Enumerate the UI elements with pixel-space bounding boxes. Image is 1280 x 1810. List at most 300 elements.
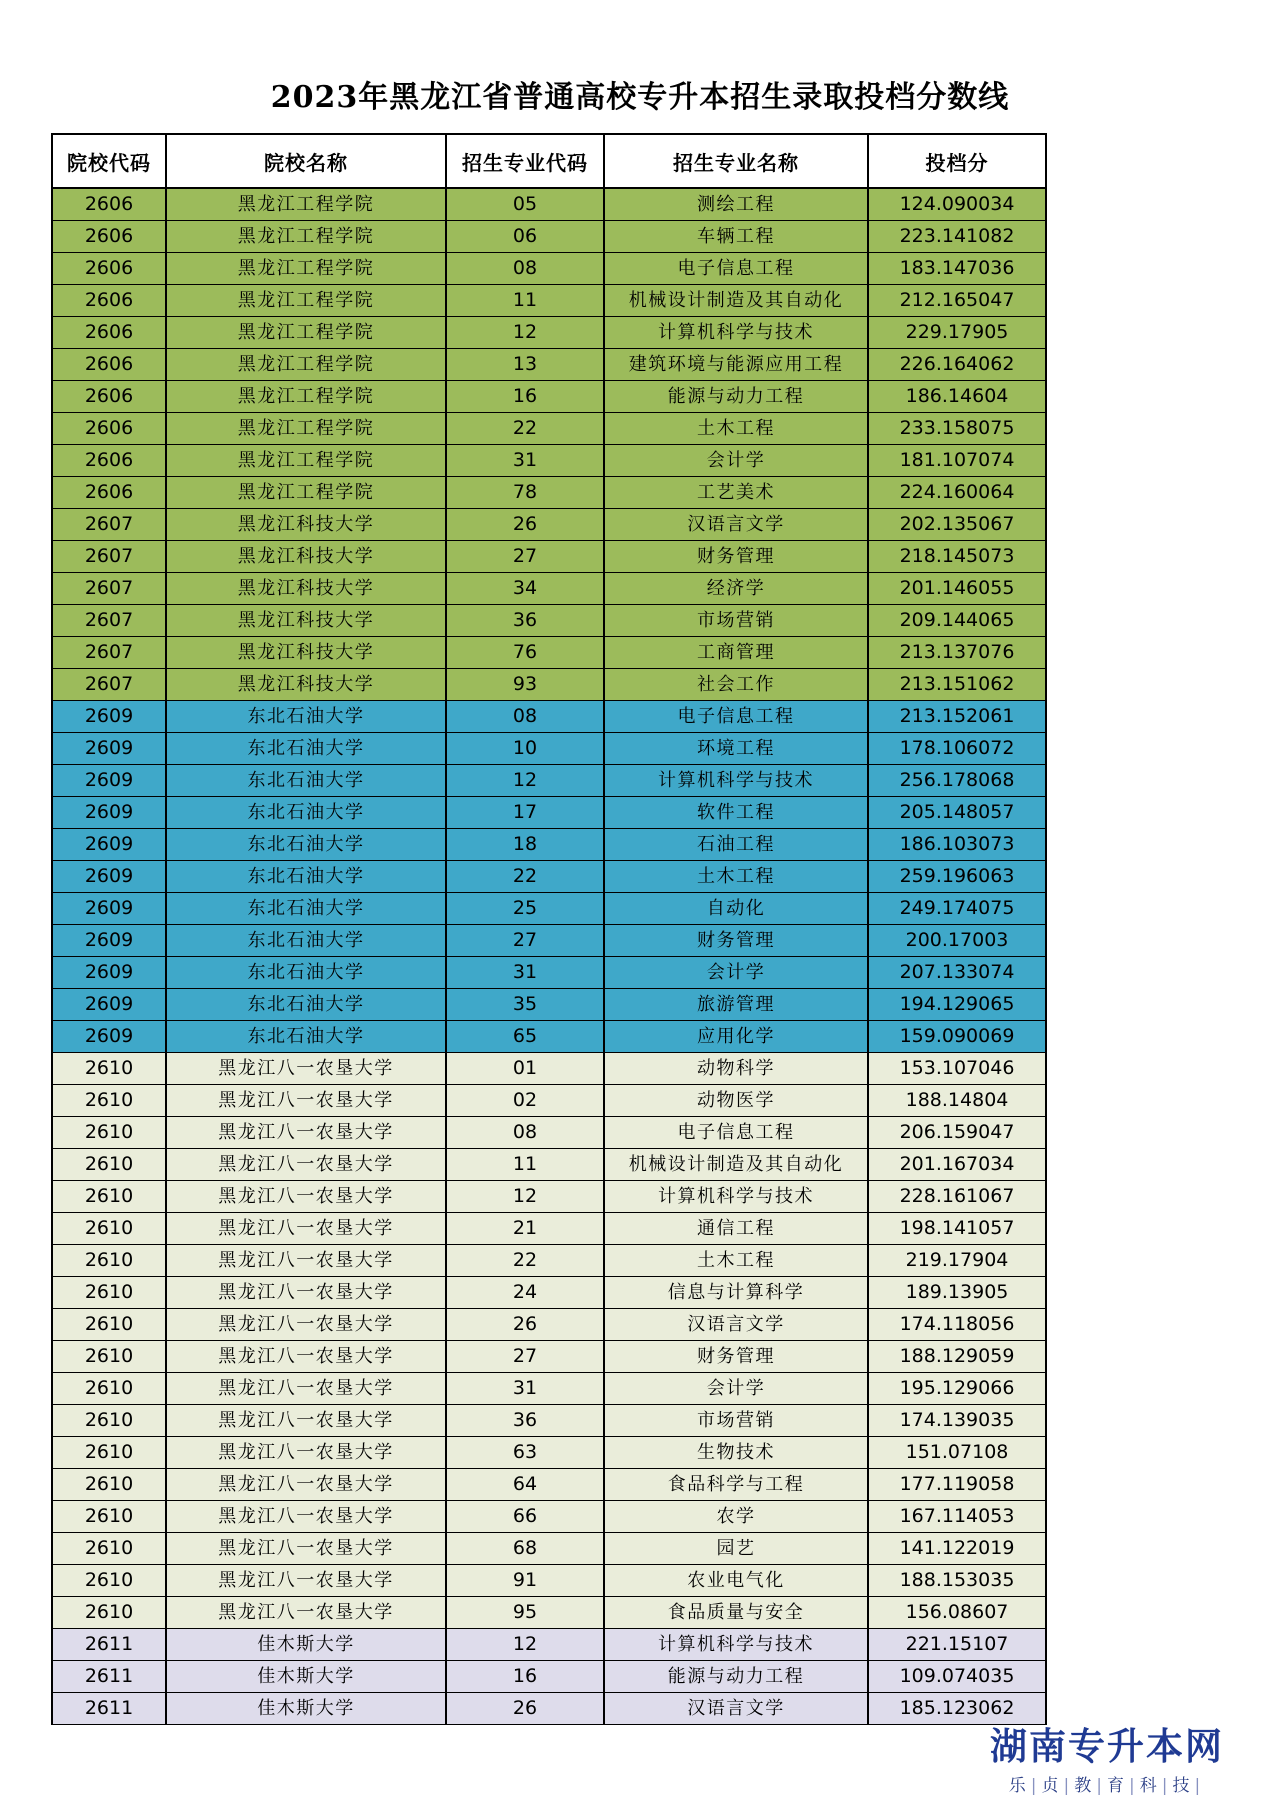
cell-code: 2606 bbox=[52, 445, 166, 477]
cell-name: 黑龙江工程学院 bbox=[166, 253, 446, 285]
cell-name: 黑龙江八一农垦大学 bbox=[166, 1597, 446, 1629]
cell-mcode: 12 bbox=[446, 765, 604, 797]
cell-mcode: 26 bbox=[446, 1309, 604, 1341]
cell-score: 181.107074 bbox=[868, 445, 1046, 477]
cell-mname: 汉语言文学 bbox=[604, 1693, 868, 1725]
cell-mcode: 05 bbox=[446, 188, 604, 221]
cell-mname: 财务管理 bbox=[604, 925, 868, 957]
cell-code: 2609 bbox=[52, 925, 166, 957]
cell-name: 黑龙江八一农垦大学 bbox=[166, 1181, 446, 1213]
cell-score: 233.158075 bbox=[868, 413, 1046, 445]
table-row bbox=[52, 381, 1046, 413]
cell-mcode: 78 bbox=[446, 477, 604, 509]
cell-code: 2611 bbox=[52, 1693, 166, 1725]
cell-mcode: 36 bbox=[446, 605, 604, 637]
cell-name: 黑龙江八一农垦大学 bbox=[166, 1373, 446, 1405]
cell-name: 黑龙江工程学院 bbox=[166, 349, 446, 381]
cell-code: 2610 bbox=[52, 1437, 166, 1469]
cell-code: 2610 bbox=[52, 1565, 166, 1597]
cell-mname: 能源与动力工程 bbox=[604, 1661, 868, 1693]
cell-mname: 软件工程 bbox=[604, 797, 868, 829]
cell-mcode: 31 bbox=[446, 1373, 604, 1405]
cell-mcode: 01 bbox=[446, 1053, 604, 1085]
cell-mname: 土木工程 bbox=[604, 1245, 868, 1277]
column-header-major-name: 招生专业名称 bbox=[604, 134, 868, 188]
cell-code: 2610 bbox=[52, 1149, 166, 1181]
table-row bbox=[52, 1565, 1046, 1597]
column-header-school-code: 院校代码 bbox=[52, 134, 166, 188]
cell-score: 229.17905 bbox=[868, 317, 1046, 349]
cell-code: 2610 bbox=[52, 1341, 166, 1373]
table-row bbox=[52, 541, 1046, 573]
cell-score: 186.14604 bbox=[868, 381, 1046, 413]
cell-code: 2606 bbox=[52, 188, 166, 221]
cell-name: 黑龙江工程学院 bbox=[166, 188, 446, 221]
cell-name: 黑龙江八一农垦大学 bbox=[166, 1245, 446, 1277]
cell-name: 黑龙江八一农垦大学 bbox=[166, 1405, 446, 1437]
column-header-school-name: 院校名称 bbox=[166, 134, 446, 188]
cell-score: 194.129065 bbox=[868, 989, 1046, 1021]
cell-mname: 车辆工程 bbox=[604, 221, 868, 253]
table-row bbox=[52, 445, 1046, 477]
table-row bbox=[52, 1085, 1046, 1117]
watermark-sub-char: 技 bbox=[1172, 1776, 1194, 1796]
cell-score: 206.159047 bbox=[868, 1117, 1046, 1149]
cell-score: 201.167034 bbox=[868, 1149, 1046, 1181]
cell-mname: 计算机科学与技术 bbox=[604, 1629, 868, 1661]
cell-score: 259.196063 bbox=[868, 861, 1046, 893]
watermark-sub-char: 育 bbox=[1107, 1776, 1128, 1796]
cell-mcode: 26 bbox=[446, 1693, 604, 1725]
cell-score: 109.074035 bbox=[868, 1661, 1046, 1693]
watermark-sub-separator: | bbox=[1194, 1776, 1205, 1796]
table-row bbox=[52, 1309, 1046, 1341]
table-row bbox=[52, 413, 1046, 445]
cell-name: 佳木斯大学 bbox=[166, 1629, 446, 1661]
cell-score: 188.153035 bbox=[868, 1565, 1046, 1597]
cell-score: 218.145073 bbox=[868, 541, 1046, 573]
table-row bbox=[52, 1181, 1046, 1213]
cell-code: 2606 bbox=[52, 317, 166, 349]
cell-score: 213.152061 bbox=[868, 701, 1046, 733]
cell-score: 213.151062 bbox=[868, 669, 1046, 701]
table-header-row bbox=[52, 134, 1046, 188]
cell-mcode: 25 bbox=[446, 893, 604, 925]
cell-mcode: 22 bbox=[446, 1245, 604, 1277]
cell-name: 东北石油大学 bbox=[166, 1021, 446, 1053]
cell-code: 2606 bbox=[52, 477, 166, 509]
cell-name: 东北石油大学 bbox=[166, 925, 446, 957]
watermark-sub-separator: | bbox=[1063, 1776, 1074, 1796]
cell-mname: 应用化学 bbox=[604, 1021, 868, 1053]
cell-code: 2609 bbox=[52, 893, 166, 925]
cell-score: 188.129059 bbox=[868, 1341, 1046, 1373]
cell-mcode: 08 bbox=[446, 701, 604, 733]
table-row bbox=[52, 765, 1046, 797]
cell-name: 黑龙江科技大学 bbox=[166, 573, 446, 605]
cell-mname: 信息与计算科学 bbox=[604, 1277, 868, 1309]
cell-mcode: 68 bbox=[446, 1533, 604, 1565]
cell-mname: 财务管理 bbox=[604, 541, 868, 573]
cell-code: 2607 bbox=[52, 637, 166, 669]
watermark-sub-separator: | bbox=[1129, 1776, 1139, 1796]
cell-code: 2610 bbox=[52, 1597, 166, 1629]
table-row bbox=[52, 1437, 1046, 1469]
cell-name: 黑龙江八一农垦大学 bbox=[166, 1565, 446, 1597]
table-row bbox=[52, 253, 1046, 285]
cell-name: 黑龙江工程学院 bbox=[166, 445, 446, 477]
cell-name: 东北石油大学 bbox=[166, 893, 446, 925]
watermark-sub-separator: | bbox=[1161, 1776, 1172, 1796]
table-row bbox=[52, 701, 1046, 733]
cell-name: 佳木斯大学 bbox=[166, 1661, 446, 1693]
cell-mname: 旅游管理 bbox=[604, 989, 868, 1021]
cell-name: 黑龙江科技大学 bbox=[166, 637, 446, 669]
cell-name: 黑龙江工程学院 bbox=[166, 221, 446, 253]
cell-mcode: 63 bbox=[446, 1437, 604, 1469]
cell-mname: 食品质量与安全 bbox=[604, 1597, 868, 1629]
cell-name: 黑龙江八一农垦大学 bbox=[166, 1437, 446, 1469]
cell-mname: 食品科学与工程 bbox=[604, 1469, 868, 1501]
cell-name: 东北石油大学 bbox=[166, 829, 446, 861]
cell-mcode: 08 bbox=[446, 1117, 604, 1149]
table-row bbox=[52, 861, 1046, 893]
cell-code: 2610 bbox=[52, 1309, 166, 1341]
cell-mname: 电子信息工程 bbox=[604, 253, 868, 285]
cell-code: 2609 bbox=[52, 765, 166, 797]
table-row bbox=[52, 1341, 1046, 1373]
cell-mname: 汉语言文学 bbox=[604, 509, 868, 541]
cell-mname: 自动化 bbox=[604, 893, 868, 925]
cell-code: 2606 bbox=[52, 349, 166, 381]
cell-mcode: 22 bbox=[446, 413, 604, 445]
table-row bbox=[52, 1501, 1046, 1533]
cell-code: 2610 bbox=[52, 1245, 166, 1277]
cell-mname: 能源与动力工程 bbox=[604, 381, 868, 413]
cell-mname: 会计学 bbox=[604, 957, 868, 989]
cell-mcode: 34 bbox=[446, 573, 604, 605]
cell-code: 2607 bbox=[52, 605, 166, 637]
cell-name: 黑龙江工程学院 bbox=[166, 317, 446, 349]
table-row bbox=[52, 1053, 1046, 1085]
cell-mcode: 65 bbox=[446, 1021, 604, 1053]
cell-mname: 工商管理 bbox=[604, 637, 868, 669]
cell-score: 205.148057 bbox=[868, 797, 1046, 829]
cell-score: 151.07108 bbox=[868, 1437, 1046, 1469]
cell-mname: 计算机科学与技术 bbox=[604, 317, 868, 349]
table-row bbox=[52, 1661, 1046, 1693]
cell-name: 东北石油大学 bbox=[166, 989, 446, 1021]
table-row bbox=[52, 1213, 1046, 1245]
cell-score: 213.137076 bbox=[868, 637, 1046, 669]
cell-mname: 通信工程 bbox=[604, 1213, 868, 1245]
cell-name: 黑龙江工程学院 bbox=[166, 413, 446, 445]
table-row bbox=[52, 285, 1046, 317]
cell-name: 黑龙江工程学院 bbox=[166, 285, 446, 317]
cell-code: 2609 bbox=[52, 829, 166, 861]
cell-name: 黑龙江八一农垦大学 bbox=[166, 1469, 446, 1501]
cell-name: 黑龙江科技大学 bbox=[166, 605, 446, 637]
cell-mname: 农学 bbox=[604, 1501, 868, 1533]
cell-mcode: 93 bbox=[446, 669, 604, 701]
cell-mcode: 66 bbox=[446, 1501, 604, 1533]
table-row bbox=[52, 477, 1046, 509]
cell-name: 黑龙江工程学院 bbox=[166, 381, 446, 413]
table-row bbox=[52, 1149, 1046, 1181]
cell-score: 226.164062 bbox=[868, 349, 1046, 381]
cell-mname: 机械设计制造及其自动化 bbox=[604, 285, 868, 317]
cell-mname: 电子信息工程 bbox=[604, 701, 868, 733]
cell-mcode: 11 bbox=[446, 1149, 604, 1181]
table-row bbox=[52, 349, 1046, 381]
table-row bbox=[52, 797, 1046, 829]
cell-score: 223.141082 bbox=[868, 221, 1046, 253]
cell-mcode: 18 bbox=[446, 829, 604, 861]
cell-score: 167.114053 bbox=[868, 1501, 1046, 1533]
cell-code: 2609 bbox=[52, 701, 166, 733]
cell-name: 佳木斯大学 bbox=[166, 1693, 446, 1725]
cell-mcode: 08 bbox=[446, 253, 604, 285]
cell-code: 2606 bbox=[52, 413, 166, 445]
cell-mname: 计算机科学与技术 bbox=[604, 1181, 868, 1213]
cell-name: 东北石油大学 bbox=[166, 765, 446, 797]
cell-name: 黑龙江科技大学 bbox=[166, 509, 446, 541]
cell-score: 228.161067 bbox=[868, 1181, 1046, 1213]
cell-name: 黑龙江八一农垦大学 bbox=[166, 1085, 446, 1117]
cell-code: 2610 bbox=[52, 1469, 166, 1501]
table-row bbox=[52, 1021, 1046, 1053]
cell-mcode: 22 bbox=[446, 861, 604, 893]
cell-code: 2606 bbox=[52, 221, 166, 253]
cell-mname: 社会工作 bbox=[604, 669, 868, 701]
cell-code: 2611 bbox=[52, 1661, 166, 1693]
table-row bbox=[52, 669, 1046, 701]
cell-mname: 市场营销 bbox=[604, 1405, 868, 1437]
cell-mcode: 26 bbox=[446, 509, 604, 541]
cell-score: 202.135067 bbox=[868, 509, 1046, 541]
cell-mname: 市场营销 bbox=[604, 605, 868, 637]
table-row bbox=[52, 1277, 1046, 1309]
table-row bbox=[52, 1117, 1046, 1149]
cell-mcode: 31 bbox=[446, 957, 604, 989]
cell-code: 2610 bbox=[52, 1373, 166, 1405]
table-body bbox=[52, 188, 1046, 1725]
cell-mname: 会计学 bbox=[604, 445, 868, 477]
cell-code: 2606 bbox=[52, 285, 166, 317]
cell-mcode: 17 bbox=[446, 797, 604, 829]
cell-mcode: 31 bbox=[446, 445, 604, 477]
cell-mcode: 06 bbox=[446, 221, 604, 253]
cell-mcode: 27 bbox=[446, 541, 604, 573]
cell-name: 黑龙江科技大学 bbox=[166, 541, 446, 573]
cell-score: 183.147036 bbox=[868, 253, 1046, 285]
cell-score: 249.174075 bbox=[868, 893, 1046, 925]
table-row bbox=[52, 637, 1046, 669]
watermark-sub-char: 科 bbox=[1139, 1776, 1161, 1796]
cell-score: 256.178068 bbox=[868, 765, 1046, 797]
cell-score: 200.17003 bbox=[868, 925, 1046, 957]
cell-code: 2606 bbox=[52, 253, 166, 285]
cell-mcode: 27 bbox=[446, 1341, 604, 1373]
cell-score: 156.08607 bbox=[868, 1597, 1046, 1629]
cell-score: 195.129066 bbox=[868, 1373, 1046, 1405]
table-row bbox=[52, 221, 1046, 253]
table-row bbox=[52, 509, 1046, 541]
cell-name: 黑龙江科技大学 bbox=[166, 669, 446, 701]
cell-score: 188.14804 bbox=[868, 1085, 1046, 1117]
cell-score: 207.133074 bbox=[868, 957, 1046, 989]
table-row bbox=[52, 573, 1046, 605]
cell-mcode: 24 bbox=[446, 1277, 604, 1309]
cell-mname: 工艺美术 bbox=[604, 477, 868, 509]
cell-mname: 会计学 bbox=[604, 1373, 868, 1405]
cell-code: 2609 bbox=[52, 733, 166, 765]
cell-mcode: 76 bbox=[446, 637, 604, 669]
cell-name: 黑龙江八一农垦大学 bbox=[166, 1213, 446, 1245]
watermark-subtitle bbox=[952, 1771, 1262, 1796]
cell-score: 174.139035 bbox=[868, 1405, 1046, 1437]
cell-code: 2611 bbox=[52, 1629, 166, 1661]
cell-code: 2606 bbox=[52, 381, 166, 413]
watermark-sub-separator: | bbox=[1030, 1776, 1041, 1796]
watermark-sub-char: 贞 bbox=[1041, 1776, 1063, 1796]
table-row bbox=[52, 1693, 1046, 1725]
watermark-sub-char: 乐 bbox=[1008, 1776, 1030, 1796]
cell-mname: 动物科学 bbox=[604, 1053, 868, 1085]
cell-mname: 计算机科学与技术 bbox=[604, 765, 868, 797]
cell-mname: 生物技术 bbox=[604, 1437, 868, 1469]
cell-name: 东北石油大学 bbox=[166, 701, 446, 733]
cell-mname: 汉语言文学 bbox=[604, 1309, 868, 1341]
cell-score: 159.090069 bbox=[868, 1021, 1046, 1053]
cell-mcode: 12 bbox=[446, 317, 604, 349]
table-row bbox=[52, 188, 1046, 221]
cell-code: 2610 bbox=[52, 1405, 166, 1437]
cell-mname: 测绘工程 bbox=[604, 188, 868, 221]
cell-name: 东北石油大学 bbox=[166, 797, 446, 829]
cell-name: 黑龙江八一农垦大学 bbox=[166, 1053, 446, 1085]
table-header bbox=[52, 134, 1046, 188]
table-row bbox=[52, 1405, 1046, 1437]
cell-score: 219.17904 bbox=[868, 1245, 1046, 1277]
cell-code: 2610 bbox=[52, 1085, 166, 1117]
cell-score: 124.090034 bbox=[868, 188, 1046, 221]
cell-mcode: 16 bbox=[446, 1661, 604, 1693]
cell-score: 185.123062 bbox=[868, 1693, 1046, 1725]
cell-mname: 财务管理 bbox=[604, 1341, 868, 1373]
table-row bbox=[52, 1533, 1046, 1565]
column-header-score: 投档分 bbox=[868, 134, 1046, 188]
cell-code: 2609 bbox=[52, 989, 166, 1021]
cell-mcode: 10 bbox=[446, 733, 604, 765]
table-row bbox=[52, 1597, 1046, 1629]
cell-code: 2609 bbox=[52, 1021, 166, 1053]
cell-name: 黑龙江工程学院 bbox=[166, 477, 446, 509]
table-row bbox=[52, 957, 1046, 989]
cell-score: 153.107046 bbox=[868, 1053, 1046, 1085]
cell-mname: 土木工程 bbox=[604, 861, 868, 893]
cell-name: 黑龙江八一农垦大学 bbox=[166, 1533, 446, 1565]
cell-score: 177.119058 bbox=[868, 1469, 1046, 1501]
cell-code: 2609 bbox=[52, 797, 166, 829]
cell-score: 212.165047 bbox=[868, 285, 1046, 317]
table-row bbox=[52, 893, 1046, 925]
cell-mname: 机械设计制造及其自动化 bbox=[604, 1149, 868, 1181]
cell-score: 221.15107 bbox=[868, 1629, 1046, 1661]
table-row bbox=[52, 605, 1046, 637]
cell-mcode: 12 bbox=[446, 1181, 604, 1213]
cell-score: 178.106072 bbox=[868, 733, 1046, 765]
cell-mcode: 36 bbox=[446, 1405, 604, 1437]
cell-mname: 经济学 bbox=[604, 573, 868, 605]
table-row bbox=[52, 1245, 1046, 1277]
cell-code: 2610 bbox=[52, 1213, 166, 1245]
cell-code: 2607 bbox=[52, 573, 166, 605]
table-row bbox=[52, 829, 1046, 861]
cell-code: 2610 bbox=[52, 1501, 166, 1533]
cell-mcode: 35 bbox=[446, 989, 604, 1021]
cell-score: 224.160064 bbox=[868, 477, 1046, 509]
cell-name: 黑龙江八一农垦大学 bbox=[166, 1117, 446, 1149]
cell-score: 174.118056 bbox=[868, 1309, 1046, 1341]
table-row bbox=[52, 1469, 1046, 1501]
cell-name: 东北石油大学 bbox=[166, 957, 446, 989]
cell-score: 186.103073 bbox=[868, 829, 1046, 861]
cell-name: 东北石油大学 bbox=[166, 861, 446, 893]
cell-name: 黑龙江八一农垦大学 bbox=[166, 1501, 446, 1533]
cell-mname: 建筑环境与能源应用工程 bbox=[604, 349, 868, 381]
cell-name: 东北石油大学 bbox=[166, 733, 446, 765]
table-row bbox=[52, 989, 1046, 1021]
cell-mname: 园艺 bbox=[604, 1533, 868, 1565]
cell-mcode: 27 bbox=[446, 925, 604, 957]
cell-mcode: 13 bbox=[446, 349, 604, 381]
cell-mname: 动物医学 bbox=[604, 1085, 868, 1117]
watermark-sub-separator: | bbox=[1096, 1776, 1106, 1796]
cell-score: 201.146055 bbox=[868, 573, 1046, 605]
cell-mname: 农业电气化 bbox=[604, 1565, 868, 1597]
cell-name: 黑龙江八一农垦大学 bbox=[166, 1277, 446, 1309]
cell-code: 2610 bbox=[52, 1053, 166, 1085]
cell-mname: 石油工程 bbox=[604, 829, 868, 861]
cell-score: 141.122019 bbox=[868, 1533, 1046, 1565]
cell-code: 2610 bbox=[52, 1117, 166, 1149]
page-title: 2023年黑龙江省普通高校专升本招生录取投档分数线 bbox=[270, 80, 1010, 115]
cell-name: 黑龙江八一农垦大学 bbox=[166, 1341, 446, 1373]
cell-mcode: 16 bbox=[446, 381, 604, 413]
cell-mcode: 21 bbox=[446, 1213, 604, 1245]
cell-name: 黑龙江八一农垦大学 bbox=[166, 1149, 446, 1181]
cell-mcode: 12 bbox=[446, 1629, 604, 1661]
column-header-major-code: 招生专业代码 bbox=[446, 134, 604, 188]
cell-code: 2609 bbox=[52, 861, 166, 893]
table-row bbox=[52, 1629, 1046, 1661]
cell-score: 209.144065 bbox=[868, 605, 1046, 637]
cell-mname: 电子信息工程 bbox=[604, 1117, 868, 1149]
cell-mcode: 64 bbox=[446, 1469, 604, 1501]
cell-mname: 土木工程 bbox=[604, 413, 868, 445]
cell-code: 2610 bbox=[52, 1277, 166, 1309]
cell-code: 2610 bbox=[52, 1533, 166, 1565]
cell-name: 黑龙江八一农垦大学 bbox=[166, 1309, 446, 1341]
cell-code: 2607 bbox=[52, 669, 166, 701]
cell-mname: 环境工程 bbox=[604, 733, 868, 765]
table-row bbox=[52, 733, 1046, 765]
table-row bbox=[52, 1373, 1046, 1405]
site-watermark bbox=[952, 1724, 1262, 1796]
table-row bbox=[52, 317, 1046, 349]
cell-mcode: 91 bbox=[446, 1565, 604, 1597]
